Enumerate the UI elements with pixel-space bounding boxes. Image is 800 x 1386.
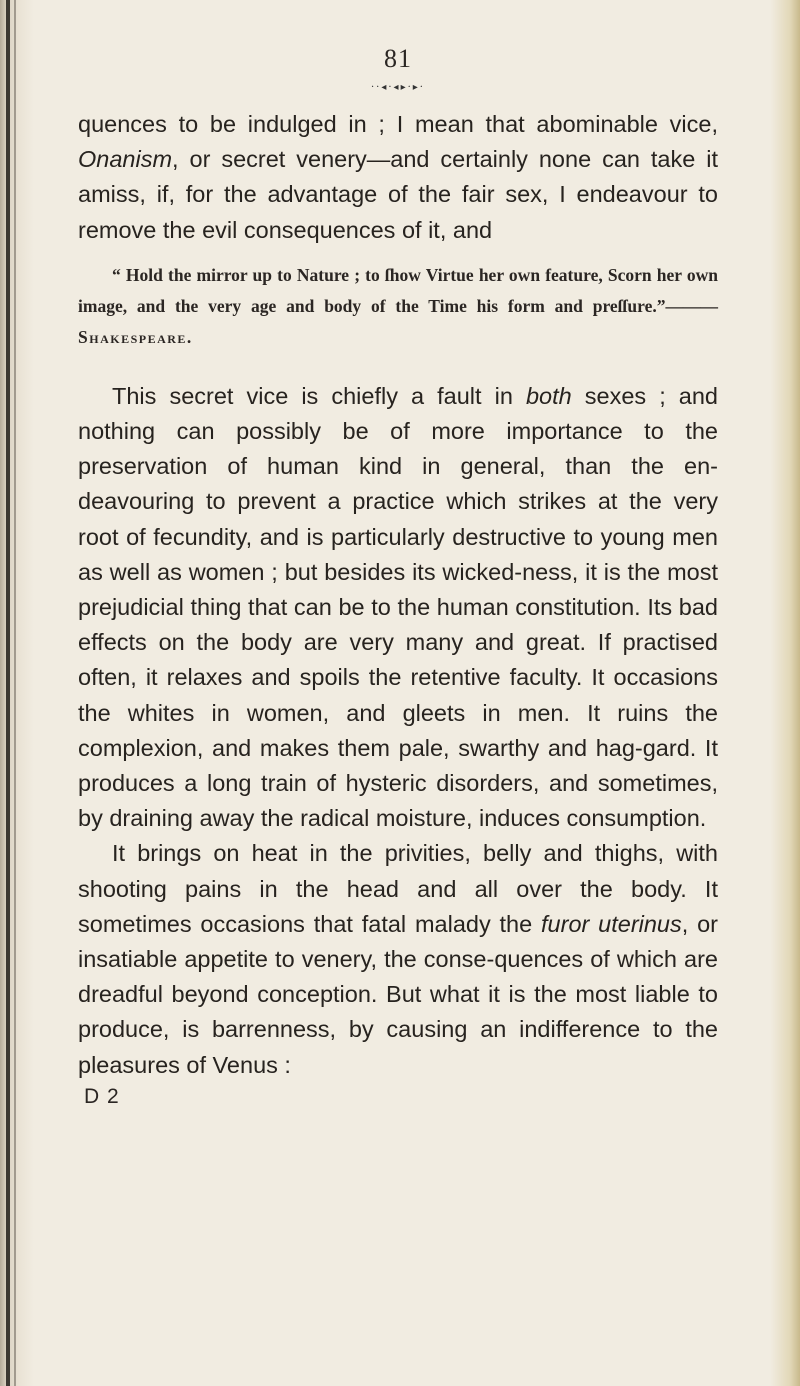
paragraph-1-text-2: sexes ; and nothing can possibly be of more importance to the preservation of human kind in general, than the en-deavouring to prevent a practice which strikes at the very root of fecundity, and is particularly destructive to young men as well as women ; but besides its wicked-ness, it is the most prejudicial thing that can be to the human constitution. Its bad effects on the body are very many and great. If practised often, it relaxes and spoils the retentive faculty. It occasions the whites in women, and gleets in men. It ruins the complexion, and makes them pale, swarthy and hag-gard. It produces a long train of hysteric disorders, and sometimes, by draining away the radical moisture, induces consumption.: [78, 382, 719, 832]
book-page: [78, 44, 718, 1109]
signature-mark: D 2: [84, 1084, 120, 1108]
paragraph-1-italic: both: [525, 382, 572, 409]
gutter-rule: [6, 0, 10, 1386]
quote-text: “ Hold the mirror up to Nature ; to ſhow Virtue her own feature, Scorn her own image, and the very age and body of the Time his form and preſſure.”: [78, 264, 718, 316]
opening-text-2: , or secret venery—and certainly none can take it amiss, if, for the advantage of the fair sex, I endeavour to remove the evil consequences of it, and: [78, 146, 718, 243]
page-number: 81: [384, 44, 412, 73]
paragraph-2-text-1: It brings on heat in the privities, belly and thighs, with shooting pains in the head and all over the body. It sometimes occasions that fatal malady the: [78, 840, 718, 937]
opening-text-1: quences to be indulged in ; I mean that abominable vice,: [78, 111, 718, 137]
header-ornament: ··◂·◂▸·▸·: [371, 82, 425, 93]
page-edge-right: [770, 0, 800, 1386]
paragraph-2-italic: furor uterinus: [541, 910, 682, 937]
quote-dash: ———: [665, 295, 718, 316]
gutter-rule-inner: [14, 0, 16, 1386]
paragraph-1-text-1: This secret vice is chiefly a fault in: [112, 382, 526, 409]
paragraph-1: [78, 379, 718, 837]
paragraph-2-text-2: , or insatiable appetite to venery, the conse-quences of which are dreadful beyond conception. But what it is the most liable to produce, is barrenness, by causing an indifference to the pleasures of Venus :: [78, 910, 718, 1078]
book-gutter: [0, 0, 34, 1386]
opening-paragraph: [78, 107, 718, 248]
opening-italic: Onanism: [78, 146, 173, 173]
quote-author: Shakespeare.: [78, 326, 193, 347]
paragraph-2: [78, 836, 718, 1082]
block-quote: [78, 260, 718, 353]
